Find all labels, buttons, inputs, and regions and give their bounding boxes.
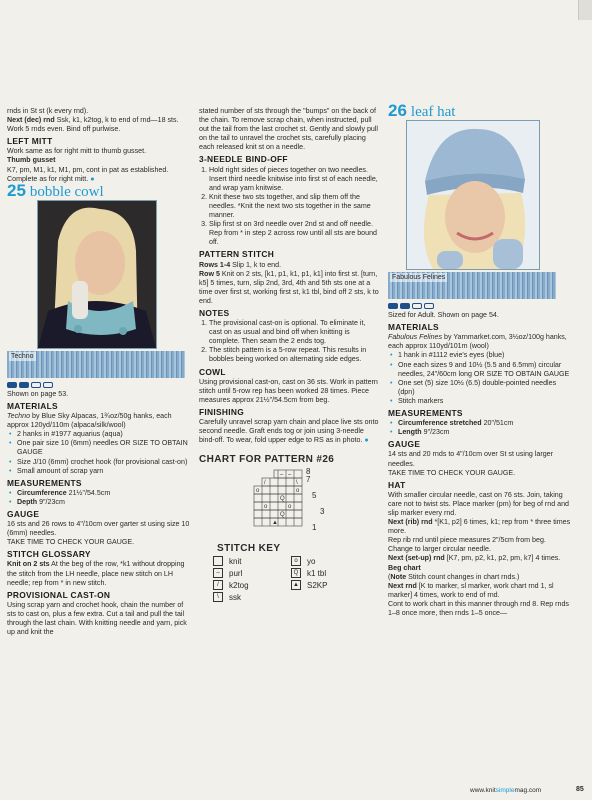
cowl-photo bbox=[37, 200, 157, 349]
key-k2tog: / k2tog bbox=[213, 580, 291, 590]
bindoff-steps bbox=[199, 166, 379, 248]
pattern-25-title: 25 bobble cowl bbox=[7, 180, 104, 200]
left-mitt-text: Work same as for right mitt to thumb gusset. bbox=[7, 147, 147, 156]
next-dec-para: Next (dec) rnd Ssk, k1, k2tog, k to end of rnd—18 sts. Work 5 rnds even. Bind off purlwise. bbox=[7, 116, 179, 134]
list-item: • Stitch markers bbox=[398, 397, 574, 406]
gauge-check: TAKE TIME TO CHECK YOUR GAUGE. bbox=[7, 538, 135, 547]
materials-yarn: Fabulous Felines by Yarnmarket.com, 3½oz/100g hanks, each approx 110yd/101m (wool) bbox=[388, 333, 567, 351]
column-1 bbox=[7, 107, 193, 637]
chart-row-label-7: 7 bbox=[306, 475, 311, 485]
cast-on-heading: PROVISIONAL CAST-ON bbox=[7, 589, 111, 600]
k2tog-symbol: / bbox=[213, 580, 223, 590]
continue-text: Cont to work chart in this manner through rnd 8. Rep rnds 1–8 once more, then rnds 1–5 once— bbox=[388, 599, 569, 617]
svg-text:o: o bbox=[296, 488, 300, 495]
techno-yarn-swatch: Techno bbox=[7, 351, 185, 378]
pattern-stitch-heading: PATTERN STITCH bbox=[199, 249, 275, 260]
measurements-heading: MEASUREMENTS bbox=[7, 477, 82, 488]
list-item: 3. Slip first st on 3rd needle over 2nd st and off needle. Rep from * in step 2 across row until all sts are bound off. bbox=[209, 220, 379, 247]
left-mitt-heading: LEFT MITT bbox=[7, 136, 53, 147]
rows-1-4: Rows 1-4 Slip 1, k to end. bbox=[199, 260, 282, 269]
list-item: • Circumference 21½"/54.5cm bbox=[17, 489, 193, 498]
shown-on-page: Shown on page 53. bbox=[7, 389, 69, 398]
svg-text:–: – bbox=[288, 472, 292, 479]
yo-symbol: o bbox=[291, 556, 301, 566]
stitch-chart bbox=[199, 468, 379, 536]
chart-row-label-8: 8 bbox=[306, 467, 311, 477]
list-item: • Small amount of scrap yarn bbox=[17, 467, 193, 476]
footer-url[interactable]: www.knitsimplemag.com bbox=[470, 787, 542, 794]
key-ssk: \ ssk bbox=[213, 592, 291, 602]
gauge-text: 16 sts and 26 rows to 4"/10cm over garter st using size 10 (6mm) needles. bbox=[7, 520, 190, 538]
svg-text:Q: Q bbox=[280, 496, 285, 503]
gauge-text: 14 sts and 20 rnds to 4"/10cm over St st using larger needles. bbox=[388, 450, 553, 468]
cowl-text: Using provisional cast-on, cast on 36 sts. Work in pattern stitch until 5-row rep has been worked 28 times. Piece measures approx 21½"/54.5cm from beg. bbox=[199, 377, 378, 404]
notes-list bbox=[199, 319, 379, 364]
materials-heading: MATERIALS bbox=[7, 400, 58, 411]
list-item: • Circumference stretched 20"/51cm bbox=[398, 419, 574, 428]
cowl-model-image bbox=[38, 201, 156, 348]
chart-row-label-5: 5 bbox=[312, 491, 317, 501]
measurements-list bbox=[388, 419, 574, 437]
rib-rnd: Next (rib) rnd *[K1, p2] 6 times, k1; rep from * three times more. bbox=[388, 518, 571, 536]
chart-row-label-1: 1 bbox=[312, 523, 317, 533]
skill-level-indicator bbox=[7, 382, 193, 388]
cast-on-continued: stated number of sts through the "bumps" on the back of the chain. To remove scrap chain, when instructed, pull out the tail from the last crochet st. Gently and slowly pull on the tail to unravel the crochet sts, carefully placing each released knit st on a needle. bbox=[199, 107, 379, 152]
skill-level-indicator bbox=[388, 303, 574, 309]
list-item: • 2 hanks in #1977 aquarius (aqua) bbox=[17, 430, 193, 439]
list-item: 2. The stitch pattern is a 5-row repeat. This results in bobbles being worked on alternating side edges. bbox=[209, 346, 379, 364]
cast-on-text: Using scrap yarn and crochet hook, chain the number of sts to cast on, plus a few extra. Cut a tail and pull the tail through the last chain. With knitting needle and yarn, pick up and knit the bbox=[7, 600, 187, 637]
hat-text: With smaller circular needle, cast on 76 sts. Join, taking care not to twist sts. Place marker (pm) for beg of rnd and slip marker every rnd. bbox=[388, 490, 569, 517]
notes-heading: NOTES bbox=[199, 307, 230, 318]
row-5: Row 5 Knit on 2 sts, [k1, p1, k1, p1, k1] into first st. [turn, k5] 5 times, turn, slip 2nd, 3rd, 4th and 5th sts one at a time over first st, working first st, k1 tbl, bind off 2 sts, k to end. bbox=[199, 269, 379, 305]
page-edge-tab bbox=[578, 0, 592, 20]
materials-list bbox=[7, 430, 193, 475]
intro-text: rnds in St st (k every rnd). bbox=[7, 107, 89, 115]
list-item: • Length 9"/23cm bbox=[398, 428, 574, 437]
cowl-heading: COWL bbox=[199, 366, 226, 377]
list-item: 1. The provisional cast-on is optional. To eliminate it, cast on as usual and bind off when knitting is complete. Then seam the 2 ends tog. bbox=[209, 319, 379, 346]
materials-list bbox=[388, 351, 574, 406]
svg-text:▲: ▲ bbox=[272, 520, 278, 527]
s2kp-symbol: ▲ bbox=[291, 580, 301, 590]
measurements-list bbox=[7, 489, 193, 507]
finishing-text: Carefully unravel scrap yarn chain and place live sts onto second needle. Graft ends tog or join using 3-needle bind-off. To wear, fold upper edge to RS as in photo. ● bbox=[199, 418, 379, 445]
key-yo: o yo bbox=[291, 556, 371, 566]
thumb-gusset-heading: Thumb gusset bbox=[7, 156, 56, 165]
gauge-check: TAKE TIME TO CHECK YOUR GAUGE. bbox=[388, 468, 516, 477]
gauge-heading: GAUGE bbox=[388, 439, 421, 450]
key-purl: – purl bbox=[213, 568, 291, 578]
next-rnd: Next rnd [K to marker, sl marker, work chart rnd 1, sl marker] 4 times, work to end of rnd. bbox=[388, 581, 554, 599]
chart-row-label-3: 3 bbox=[320, 507, 325, 517]
svg-text:Q: Q bbox=[280, 512, 285, 519]
key-k1-tbl: Q k1 tbl bbox=[291, 568, 371, 578]
column-2 bbox=[199, 107, 379, 602]
glossary-heading: STITCH GLOSSARY bbox=[7, 549, 91, 560]
svg-text:o: o bbox=[288, 504, 292, 511]
fabulous-felines-yarn-swatch: Fabulous Felines bbox=[388, 272, 556, 299]
page-number: 85 bbox=[576, 786, 584, 793]
svg-text:–: – bbox=[280, 472, 284, 479]
stitch-key-title: STITCH KEY bbox=[217, 543, 281, 555]
measurements-heading: MEASUREMENTS bbox=[388, 408, 463, 419]
change-needle: Change to larger circular needle. bbox=[388, 545, 491, 554]
materials-yarn: Techno by Blue Sky Alpacas, 1¾oz/50g hanks, each approx 120yd/110m (alpaca/silk/wool) bbox=[7, 412, 172, 430]
glossary-text: Knit on 2 sts At the beg of the row, *k1 without dropping the stitch from the LH needle, place new stitch on LH needle; rep from * in new stitch. bbox=[7, 560, 185, 587]
rib-repeat: Rep rib rnd until piece measures 2"/5cm from beg. bbox=[388, 536, 546, 545]
list-item: • Depth 9"/23cm bbox=[17, 498, 193, 507]
list-item: • One pair size 10 (6mm) needles OR SIZE TO OBTAIN GAUGE bbox=[17, 439, 193, 457]
list-item: • One set (5) size 10½ (6.5) double-pointed needles (dpn) bbox=[398, 379, 574, 397]
chart-grid bbox=[199, 468, 349, 536]
list-item: • One each sizes 9 and 10½ (5.5 and 6.5mm) circular needles, 24"/60cm long OR SIZE TO OBTAIN GAUGE bbox=[398, 361, 574, 379]
column-3 bbox=[388, 101, 574, 618]
svg-text:o: o bbox=[264, 504, 268, 511]
svg-text:o: o bbox=[256, 488, 260, 495]
list-item: 1. Hold right sides of pieces together on two needles. Insert third needle knitwise into first st of each needle, and wrap yarn knitwise. bbox=[209, 166, 379, 193]
hat-photo bbox=[406, 120, 540, 270]
materials-heading: MATERIALS bbox=[388, 322, 439, 333]
purl-symbol: – bbox=[213, 568, 223, 578]
gauge-heading: GAUGE bbox=[7, 508, 40, 519]
knit-symbol bbox=[213, 556, 223, 566]
list-item: • 1 hank in #1112 evie's eyes (blue) bbox=[398, 351, 574, 360]
key-knit: knit bbox=[213, 556, 291, 566]
pattern-26-title: 26 leaf hat bbox=[388, 101, 456, 120]
list-item: 2. Knit these two sts together, and slip them off the needles. *Knit the next two sts together in the same manner. bbox=[209, 193, 379, 220]
hat-model-image bbox=[407, 121, 539, 269]
key-s2kp: ▲ S2KP bbox=[291, 580, 371, 590]
ssk-symbol: \ bbox=[213, 592, 223, 602]
setup-rnd: Next (set-up) rnd [K7, pm, p2, k1, p2, pm, k7] 4 times. bbox=[388, 554, 561, 563]
finishing-heading: FINISHING bbox=[199, 406, 245, 417]
chart-note: (Note Stitch count changes in chart rnds.) bbox=[388, 572, 520, 581]
thumb-gusset-text: K7, pm, M1, k1, M1, pm, cont in pat as established. Complete as for right mitt. ● bbox=[7, 165, 169, 183]
sized-text: Sized for Adult. Shown on page 54. bbox=[388, 311, 499, 320]
beg-chart-heading: Beg chart bbox=[388, 563, 421, 572]
svg-text:\: \ bbox=[296, 480, 298, 487]
svg-text:/: / bbox=[264, 480, 266, 487]
list-item: • Size J/10 (6mm) crochet hook (for provisional cast-on) bbox=[17, 458, 193, 467]
chart-title: CHART FOR PATTERN #26 bbox=[199, 454, 335, 466]
k1-tbl-symbol: Q bbox=[291, 568, 301, 578]
bindoff-heading: 3-NEEDLE BIND-OFF bbox=[199, 154, 288, 165]
hat-heading: HAT bbox=[388, 479, 406, 490]
stitch-key bbox=[213, 556, 379, 602]
